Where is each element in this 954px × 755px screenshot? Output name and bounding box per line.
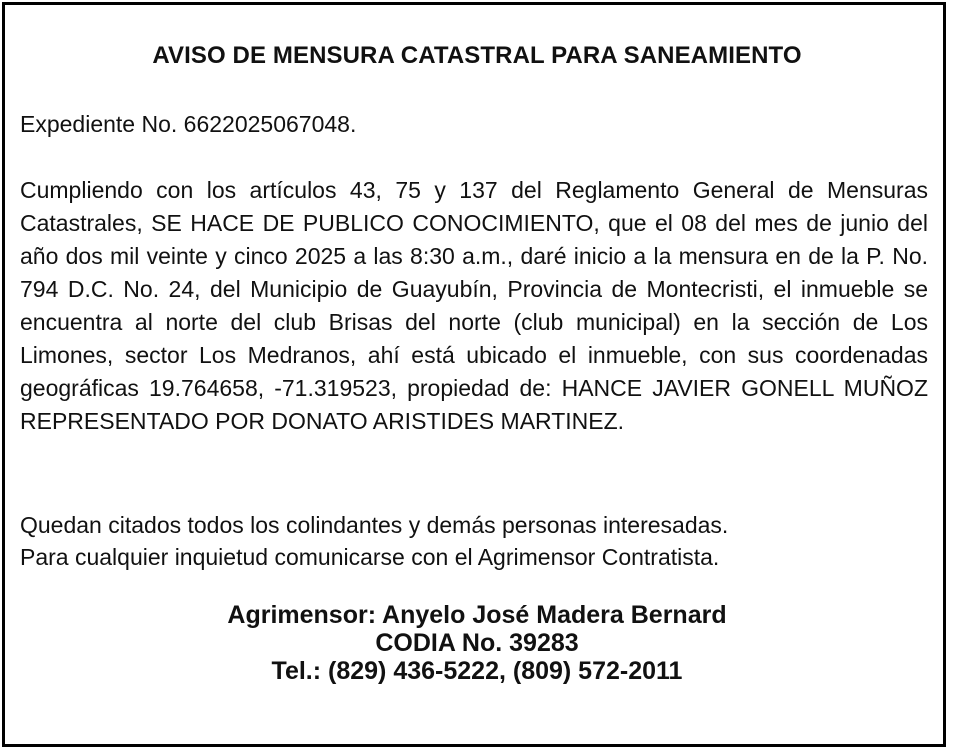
telephone-numbers: Tel.: (829) 436-5222, (809) 572-2011: [271, 657, 683, 685]
codia-number: CODIA No. 39283: [375, 629, 579, 657]
surveyor-signature-block: [0, 601, 954, 685]
citation-line-contact: Para cualquier inquietud comunicarse con el Agrimensor Contratista.: [20, 544, 720, 570]
notice-title: AVISO DE MENSURA CATASTRAL PARA SANEAMIENTO: [152, 42, 802, 69]
surveyor-name: Agrimensor: Anyelo José Madera Bernard: [227, 601, 727, 629]
expediente-number: Expediente No. 6622025067048.: [20, 111, 357, 137]
notice-body: Cumpliendo con los artículos 43, 75 y 137 del Reglamento General de Mensuras Catastrales, SE HACE DE PUBLICO CONOCIMIENTO, que el 08 del mes de junio del año dos mil veinte y cinco 2025 a las 8:30 a.m., daré inicio a la mensura en de la P. No. 794 D.C. No. 24, del Municipio de Guayubín, Provincia de Montecristi, el inmueble se encuentra al norte del club Brisas del norte (club municipal) en la sección de Los Limones, sector Los Medranos, ahí está ubicado el inmueble, con sus coordenadas geográficas 19.764658, -71.319523, propiedad de: HANCE JAVIER GONELL MUÑOZ REPRESENTADO POR DONATO ARISTIDES MARTINEZ.: [20, 177, 928, 434]
citation-block: [20, 509, 728, 573]
citation-line-parties: Quedan citados todos los colindantes y demás personas interesadas.: [20, 512, 729, 538]
